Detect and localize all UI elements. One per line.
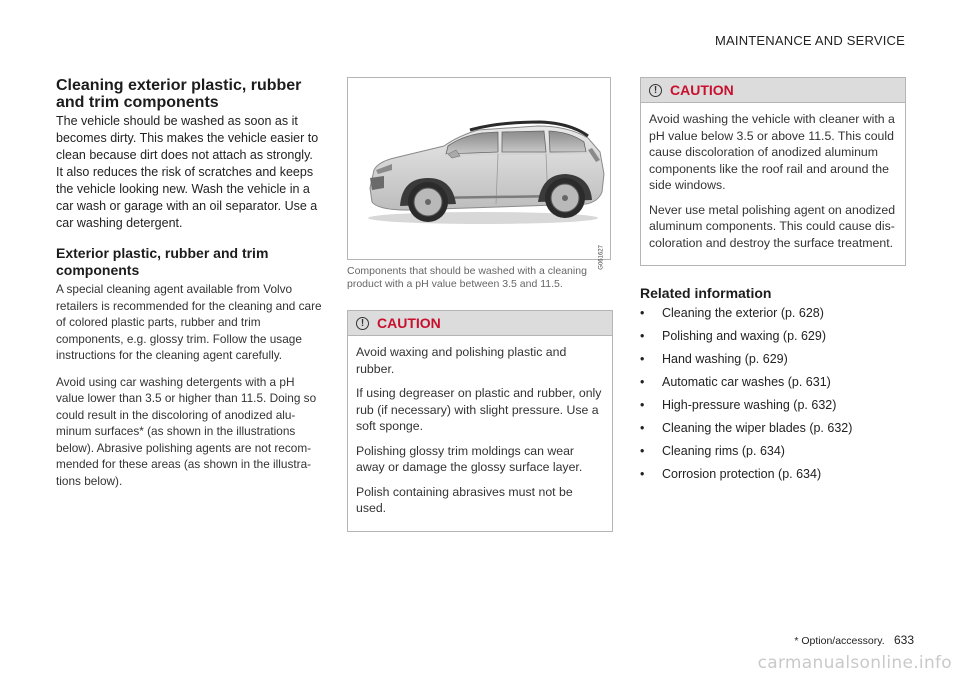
- exclamation-icon: !: [649, 84, 662, 97]
- exclamation-icon: !: [356, 317, 369, 330]
- caution-body: [348, 336, 612, 531]
- related-link[interactable]: • Corrosion protection (p. 634): [640, 467, 822, 481]
- bullet-icon: •: [640, 398, 645, 412]
- bullet-icon: •: [640, 329, 645, 343]
- paragraph-ph-warning: Avoid using car washing detergents with a pH value lower than 3.5 or higher than 11.5. Doing so could result in the discoloring of anodized alu-minum surfaces* (as shown in the illustrations below). Abrasive polishing agents are not recom-mended for these areas (as shown in the illustra-tions below).: [56, 374, 317, 488]
- paragraph-cleaning-agent: A special cleaning agent available from Volvo retailers is recommended for the cleaning and care of colored plastic parts, rubber and trim components, e.g. glossy trim. Follow the usage instructions for the cleaning agent carefully.: [56, 282, 322, 362]
- related-link[interactable]: • High-pressure washing (p. 632): [640, 398, 837, 412]
- caution-paragraph: Polishing glossy trim moldings can wear away or damage the glossy surface layer.: [356, 443, 583, 474]
- figure-caption: Components that should be washed with a cleaning product with a pH value between 3.5 and 11.5.: [347, 265, 587, 290]
- related-link[interactable]: • Cleaning the wiper blades (p. 632): [640, 421, 853, 435]
- figure-code: G061627: [599, 245, 605, 270]
- sub-heading: Exterior plastic, rubber and trim components: [56, 245, 269, 278]
- car-side-view-drawing: [348, 78, 610, 259]
- watermark: carmanualsonline.info: [757, 653, 952, 673]
- caution-header: [348, 311, 612, 336]
- caution-body: [641, 103, 905, 265]
- bullet-icon: •: [640, 352, 645, 366]
- bullet-icon: •: [640, 375, 645, 389]
- bullet-icon: •: [640, 467, 645, 481]
- bullet-icon: •: [640, 306, 645, 320]
- caution-paragraph: If using degreaser on plastic and rubber, only rub (if necessary) with slight pressure. Use a soft sponge.: [356, 386, 602, 433]
- related-link[interactable]: • Polishing and waxing (p. 629): [640, 329, 826, 343]
- related-link[interactable]: • Hand washing (p. 629): [640, 352, 788, 366]
- column-middle: [347, 77, 613, 532]
- related-link[interactable]: • Automatic car washes (p. 631): [640, 375, 831, 389]
- page-number: 633: [893, 633, 914, 647]
- related-information: [640, 285, 906, 483]
- bullet-icon: •: [640, 444, 645, 458]
- intro-paragraph: The vehicle should be washed as soon as it becomes dirty. This makes the vehicle easier to clean because dirt does not attach as strongly. It also reduces the risk of scratches and keeps the vehicle looking new. Wash the vehicle in a car wash or garage with an oil separator. Use a car washing detergent.: [56, 114, 319, 230]
- related-heading: Related information: [640, 285, 772, 301]
- page-footer: [794, 633, 914, 647]
- car-illustration: [347, 77, 611, 270]
- column-right: [640, 77, 906, 489]
- related-link[interactable]: • Cleaning rims (p. 634): [640, 444, 785, 458]
- caution-paragraph: Never use metal polishing agent on anodized aluminum components. This could cause dis-coloration and destroy the surface treatment.: [649, 202, 896, 250]
- caution-header: [641, 78, 905, 103]
- caution-title: CAUTION: [377, 315, 441, 331]
- footnote-label: * Option/accessory.: [794, 635, 885, 647]
- caution-title: CAUTION: [670, 82, 734, 98]
- related-link[interactable]: • Cleaning the exterior (p. 628): [640, 306, 824, 320]
- caution-paragraph: Polish containing abrasives must not be used.: [356, 484, 573, 515]
- running-header: MAINTENANCE AND SERVICE: [714, 33, 905, 48]
- caution-paragraph: Avoid waxing and polishing plastic and rubber.: [356, 345, 567, 376]
- bullet-icon: •: [640, 421, 645, 435]
- caution-box-ph-value: [640, 77, 906, 266]
- column-left: [56, 77, 323, 499]
- section-heading: Cleaning exterior plastic, rubber and trim components: [56, 77, 302, 111]
- caution-paragraph: Avoid washing the vehicle with cleaner with a pH value below 3.5 or above 11.5. This could cause discoloration of anodized aluminum components like the roof rail and around the side windows.: [649, 112, 895, 192]
- related-list: [640, 305, 906, 483]
- caution-box-plastic-rubber: [347, 310, 613, 532]
